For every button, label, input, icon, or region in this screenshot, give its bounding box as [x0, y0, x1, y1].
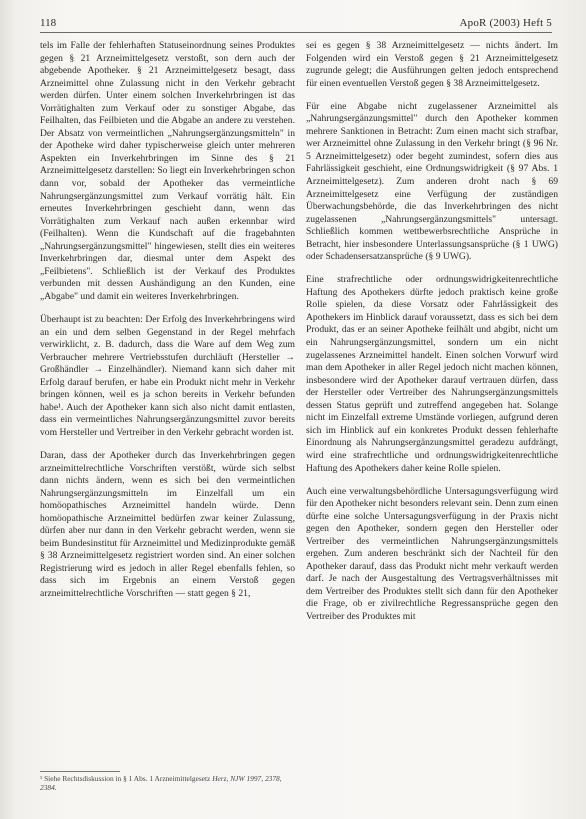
- left-column: [40, 40, 295, 611]
- footnote-citation: Herz, NJW 1997, 2378, 2384.: [40, 774, 282, 793]
- paragraph: Für eine Abgabe nicht zugelassener Arzneimittel als „Nahrungsergänzungsmittel" durch den Apotheker kommen mehrere Sanktionen in Betracht: Zum einen macht sich strafbar, wer Arzneimittel ohne Zulassung in den Verkehr bringt (§ 96 Nr. 5 Arzneimittelgesetz) oder begeht zumindest, sofern dies aus Fahrlässigkeit geschieht, eine Ordnungswidrigkeit (§ 97 Abs. 1 Arzneimittelgesetz). Zum anderen droht nach § 69 Arzneimittelgesetz eine Verfügung der zuständigen Überwachungsbehörde, die das Inverkehrbringen des nicht zugelassenen „Nahrungsergänzungsmittels" untersagt. Schließlich kommen wettbewerbsrechtliche Ansprüche in Betracht, hier insbesondere Unterlassungsansprüche (§ 1 UWG) oder Schadensersatzansprüche (§ 9 UWG).: [306, 100, 558, 263]
- paragraph: sei es gegen § 38 Arzneimittelgesetz — nichts ändert. Im Folgenden wird ein Verstoß gegen § 21 Arzneimittelgesetz zugrunde gelegt; die Ausführungen gelten jedoch entsprechend für einen eventuellen Verstoß gegen § 38 Arzneimittelgesetz.: [306, 40, 558, 89]
- page-header: [40, 14, 552, 33]
- footnote-text: ¹ Siehe Rechtsdiskussion in § 1 Abs. 1 Arzneimittelgesetz: [40, 774, 213, 783]
- paragraph: tels im Falle der fehlerhaften Statuseinordnung seines Produktes gegen § 21 Arzneimittelgesetz verstoßt, son dern auch der abgebende Apotheker. § 21 Arzneimittelgesetz besagt, dass Arzneimittel ohne Zulassung nicht in den Verkehr gebracht werden dürfen. Unter einem solchen Inverkehrbringen ist das Vorrätighalten zum Verkauf oder zu sonstiger Abgabe, das Feilhalten, das Feilbieten und die Abgabe an andere zu verstehen. Der Absatz von vermeintlichen „Nahrungsergänzungsmitteln" in der Apotheke wird daher typischerweise gleich unter mehreren Aspekten ein Inverkehrbringen im Sinne des § 21 Arzneimittelgesetz darstellen: So liegt ein Inverkehrbringen schon dann vor, sobald der Apotheker das vermeintliche Nahrungsergänzungsmittel zum Verkauf vorrätig hält. Ein erneutes Inverkehrbringen geschieht dann, wenn das Vorrätighalten zum Verkauf nach außen erkennbar wird (Feilhalten). Wenn die Kundschaft auf die fragebahnten „Nahrungsergänzungsmittel" hingewiesen, stellt dies ein weiteres Inverkehrbringen dar, diesmal unter dem Aspekt des „Feilbietens". Schließlich ist der Verkauf des Produktes verbunden mit dessen Aushändigung an den Kunden, eine „Abgabe" und damit ein weiteres Inverkehrbringen.: [40, 40, 295, 302]
- paragraph: Auch eine verwaltungsbehördliche Untersagungsverfügung wird für den Apotheker nicht besonders relevant sein. Denn zum einen dürfte eine solche Untersagungsverfügung in der Praxis nicht gegen den Apotheker, sondern gegen den Hersteller oder Vertreiber des vermeintlichen Nahrungsergänzungsmittels ergehen. Zum anderen beschränkt sich der Nachteil für den Apotheker darauf, dass das Produkt nicht mehr verkauft werden darf. Je nach der Ausgestaltung des Vertragsverhältnisses mit dem Vertreiber des Produktes stellt sich dann für den Apotheker die Frage, ob er zivilrechtliche Regressansprüche gegen den Vertreiber des Produktes mit: [306, 485, 558, 623]
- footnote-divider: [40, 771, 120, 772]
- paragraph: Daran, dass der Apotheker durch das Inverkehrbringen gegen arzneimittelrechtliche Vorschriften verstößt, würde sich selbst dann nichts ändern, wenn es sich bei den vermeintlichen Nahrungsergänzungsmitteln im Einzelfall um ein homöopathisches Arzneimittel handeln würde. Denn homöopathische Arzneimittel bedürfen zwar keiner Zulassung, dürfen aber nur dann in den Verkehr gebracht werden, wenn sie beim Bundesinstitut für Arzneimittel und Medizinprodukte gemäß § 38 Arzneimittelgesetz registriert worden sind. An einer solchen Registrierung wird es jedoch in aller Regel ebenfalls fehlen, so dass sich im Ergebnis an einem Verstoß gegen arzneimittelrechtliche Vorschriften — statt gegen § 21,: [40, 449, 295, 599]
- footnote: [40, 774, 295, 793]
- page-number: 118: [40, 17, 57, 29]
- paragraph: Überhaupt ist zu beachten: Der Erfolg des Inverkehrbringens wird an ein und dem selben Gegenstand in der Regel mehrfach verwirklicht, z. B. dadurch, dass die Ware auf dem Weg zum Verbraucher mehrere Vertriebsstufen durchläuft (Hersteller → Großhändler → Einzelhändler). Niemand kann sich daher mit Erfolg darauf berufen, er habe ein Produkt nicht mehr in Verkehr bringen können, weil es ja schon bereits in Verkehr befunden habe¹. Auch der Apotheker kann sich also nicht damit entlasten, dass ein vermeintliches Nahrungsergänzungsmittel zuvor bereits vom Hersteller und Vertreiber in den Verkehr gebracht worden ist.: [40, 313, 295, 438]
- right-column: [306, 40, 558, 634]
- paragraph: Eine strafrechtliche oder ordnungswidrigkeitenrechtliche Haftung des Apothekers dürfte jedoch praktisch keine große Rolle spielen, da diese Vorsatz oder Fahrlässigkeit des Apothekers im Hinblick darauf voraussetzt, dass es sich bei dem Produkt, das er an seiner Apotheke feilhält und abgibt, nicht um ein Nahrungsergänzungsmittel, sondern um ein nicht zugelassenes Arzneimittel handelt. Einen solchen Vorwurf wird man dem Apotheker in aller Regel jedoch nicht machen können, insbesondere wird der Apotheker darauf vertrauen dürfen, dass der Hersteller oder Vertreiber des Nahrungsergänzungsmittels dessen Status geprüft und zutreffend angegeben hat. Solange nicht im Einzelfall extreme Umstände vorliegen, aufgrund deren sich im Hinblick auf ein konkretes Produkt dessen fehlerhafte Einordnung als Nahrungsergänzungsmittel geradezu aufdrängt, wird eine strafrechtliche und ordnungswidrigkeitenrechtliche Haftung des Apothekers daher keine Rolle spielen.: [306, 274, 558, 474]
- binding-shadow: [0, 0, 16, 819]
- running-title: ApoR (2003) Heft 5: [459, 17, 552, 29]
